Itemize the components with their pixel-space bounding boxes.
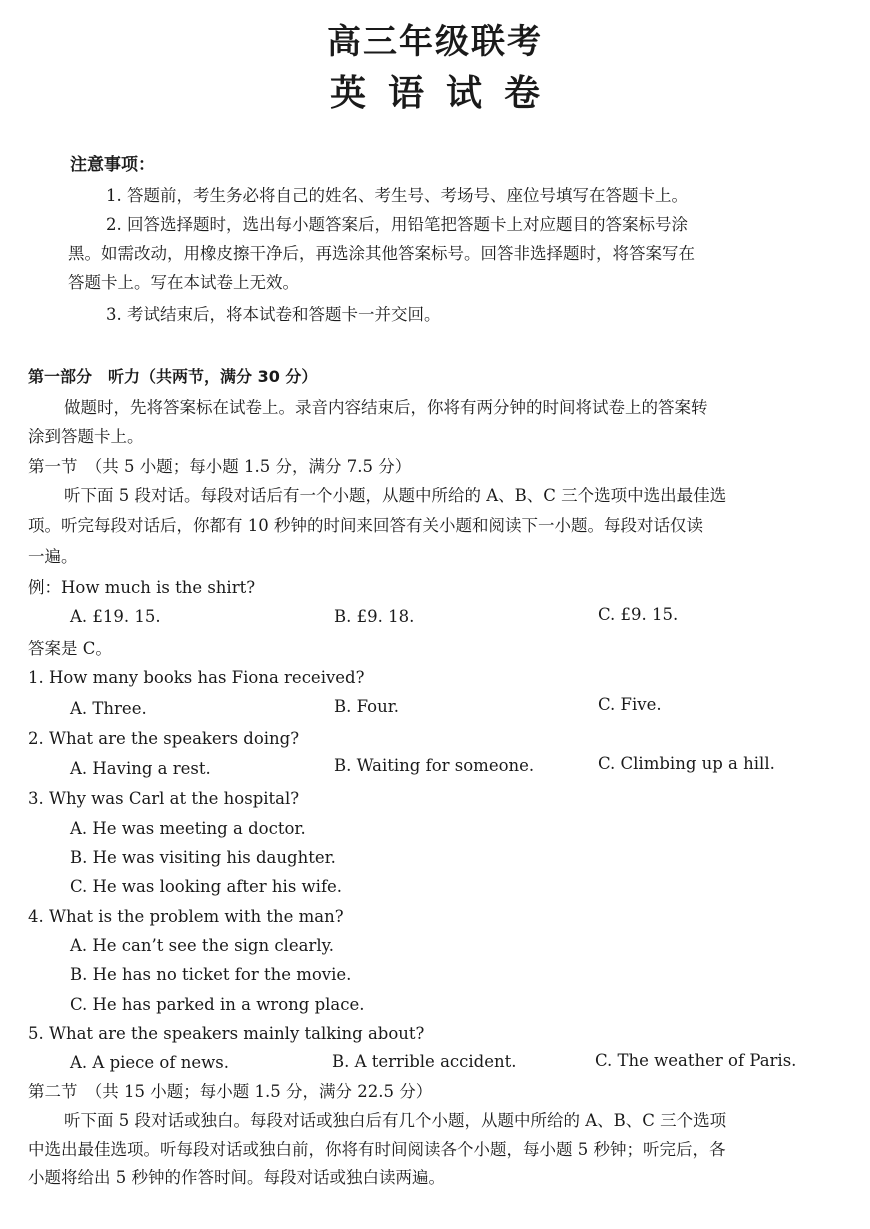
question-5-option-b: B. A terrible accident.	[332, 1052, 517, 1071]
section2-heading: 第二节 （共 15 小题；每小题 1.5 分，满分 22.5 分）	[28, 1082, 433, 1101]
exam-subject-title: 英语试卷	[329, 73, 562, 114]
example-answer: 答案是 C。	[28, 639, 112, 658]
example-question: 例：How much is the shirt?	[28, 578, 256, 597]
question-4: 4. What is the problem with the man?	[28, 907, 344, 926]
example-option-c: C. £9. 15.	[598, 605, 679, 624]
example-option-b: B. £9. 18.	[334, 607, 415, 626]
section2-intro-line-2: 中选出最佳选项。听每段对话或独白前，你将有时间阅读各个小题，每小题 5 秒钟；听完后，各	[28, 1140, 726, 1159]
question-5-option-c: C. The weather of Paris.	[595, 1051, 797, 1070]
question-3: 3. Why was Carl at the hospital?	[28, 789, 300, 808]
part1-intro-line-1: 做题时，先将答案标在试卷上。录音内容结束后，你将有两分钟的时间将试卷上的答案转	[64, 398, 708, 417]
question-3-option-a: A. He was meeting a doctor.	[70, 819, 306, 838]
section2-intro-line-1: 听下面 5 段对话或独白。每段对话或独白后有几个小题，从题中所给的 A、B、C 三个选项	[64, 1111, 727, 1130]
question-3-option-b: B. He was visiting his daughter.	[70, 848, 336, 867]
section1-intro-line-3: 一遍。	[28, 547, 78, 566]
part1-heading: 第一部分 听力（共两节，满分 30 分）	[28, 367, 318, 386]
question-2-option-c: C. Climbing up a hill.	[598, 754, 775, 773]
example-option-a: A. £19. 15.	[70, 607, 161, 626]
question-2-option-b: B. Waiting for someone.	[334, 756, 535, 775]
notes-item-3: 3. 考试结束后，将本试卷和答题卡一并交回。	[106, 305, 441, 324]
section1-intro-line-2: 项。听完每段对话后，你都有 10 秒钟的时间来回答有关小题和阅读下一小题。每段对话仅读	[28, 516, 703, 535]
question-3-option-c: C. He was looking after his wife.	[70, 877, 343, 896]
question-4-option-c: C. He has parked in a wrong place.	[70, 995, 365, 1014]
question-2: 2. What are the speakers doing?	[28, 729, 300, 748]
exam-title: 高三年级联考	[327, 22, 543, 62]
notes-heading: 注意事项：	[70, 155, 155, 175]
section2-intro-line-3: 小题将给出 5 秒钟的作答时间。每段对话或独白读两遍。	[28, 1168, 445, 1187]
notes-item-1: 1. 答题前，考生务必将自己的姓名、考生号、考场号、座位号填写在答题卡上。	[106, 186, 688, 205]
part1-intro-line-2: 涂到答题卡上。	[28, 427, 144, 446]
question-1-option-b: B. Four.	[334, 697, 400, 716]
question-5-option-a: A. A piece of news.	[70, 1053, 229, 1072]
question-1: 1. How many books has Fiona received?	[28, 668, 365, 687]
question-1-option-c: C. Five.	[598, 695, 662, 714]
question-1-option-a: A. Three.	[70, 699, 147, 718]
notes-item-2-line-3: 答题卡上。写在本试卷上无效。	[68, 273, 299, 292]
question-4-option-b: B. He has no ticket for the movie.	[70, 965, 352, 984]
question-5: 5. What are the speakers mainly talking about?	[28, 1024, 425, 1043]
question-4-option-a: A. He can’t see the sign clearly.	[70, 936, 334, 955]
section1-heading: 第一节 （共 5 小题；每小题 1.5 分，满分 7.5 分）	[28, 457, 412, 476]
question-2-option-a: A. Having a rest.	[70, 759, 211, 778]
notes-item-2-line-1: 2. 回答选择题时，选出每小题答案后，用铅笔把答题卡上对应题目的答案标号涂	[106, 215, 688, 234]
section1-intro-line-1: 听下面 5 段对话。每段对话后有一个小题，从题中所给的 A、B、C 三个选项中选出最佳选	[64, 486, 727, 505]
notes-item-2-line-2: 黑。如需改动，用橡皮擦干净后，再选涂其他答案标号。回答非选择题时，将答案写在	[68, 244, 695, 263]
